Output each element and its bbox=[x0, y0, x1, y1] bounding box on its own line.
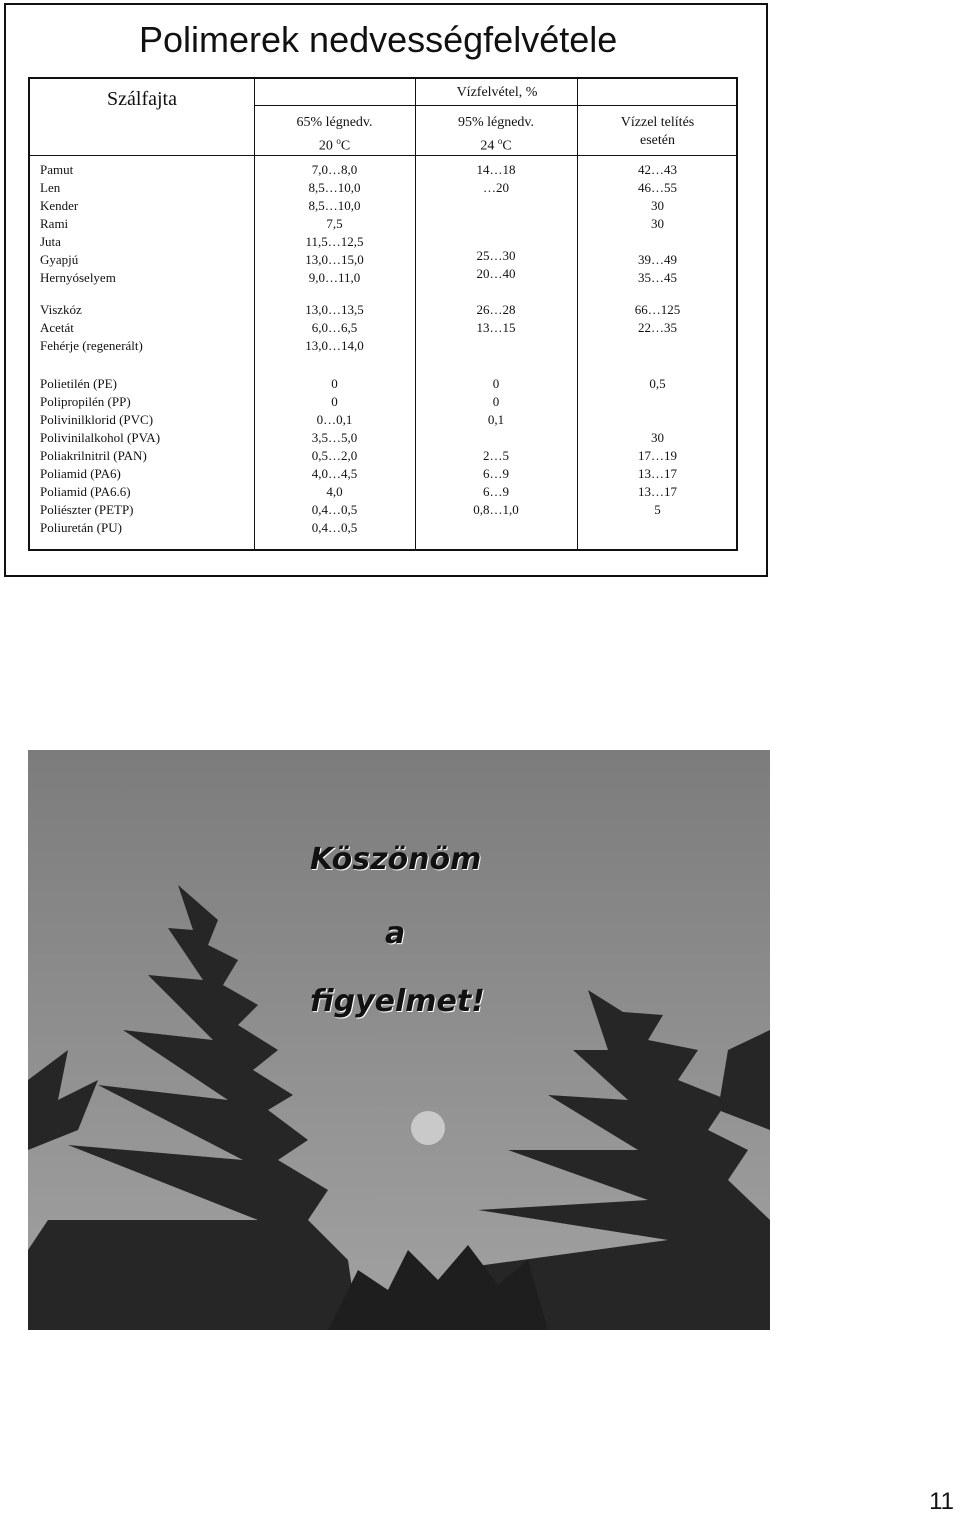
group-synthetic-col3 bbox=[577, 375, 738, 537]
table-cell: 7,0…8,0 bbox=[311, 162, 358, 177]
group-natural-col2 bbox=[415, 161, 577, 287]
header-water-uptake: Vízfelvétel, % bbox=[456, 85, 538, 100]
table-cell: Poliamid (PA6.6) bbox=[40, 484, 131, 499]
table-cell: Polivinilalkohol (PVA) bbox=[40, 430, 161, 445]
table-cell: 2…5 bbox=[483, 448, 509, 463]
table-cell: Poliamid (PA6) bbox=[40, 466, 121, 481]
table-cell: 39…49 bbox=[638, 252, 677, 267]
table-cell: Len bbox=[40, 180, 61, 195]
header-col1-line2: 20 $^o$C bbox=[318, 136, 351, 154]
table-cell: 3,5…5,0 bbox=[311, 430, 358, 445]
table-cell: 0,8…1,0 bbox=[473, 502, 519, 517]
table-cell: 0,1 bbox=[487, 412, 505, 427]
table-cell: 4,0 bbox=[326, 484, 343, 499]
table-cell: 6,0…6,5 bbox=[311, 320, 358, 335]
table-cell: 30 bbox=[651, 216, 664, 231]
table-cell: 0,4…0,5 bbox=[311, 520, 358, 535]
table-cell: 13…17 bbox=[638, 484, 677, 499]
table-cell: Juta bbox=[40, 234, 61, 249]
table-cell: 13…17 bbox=[638, 466, 677, 481]
table-cell: 0 bbox=[331, 376, 338, 391]
moisture-table bbox=[28, 77, 738, 551]
table-cell: 0,4…0,5 bbox=[311, 502, 358, 517]
table-cell bbox=[415, 429, 577, 447]
header-col3-line2: esetén bbox=[640, 133, 675, 148]
table-cell: 14…18 bbox=[476, 162, 516, 177]
table-cell: 11,5…12,5 bbox=[305, 234, 364, 249]
table-cell: 13,0…14,0 bbox=[305, 338, 364, 353]
table-cell: 7,5 bbox=[326, 216, 343, 231]
table-cell: Polipropilén (PP) bbox=[40, 394, 131, 409]
moon-icon bbox=[411, 1111, 445, 1145]
pine-trees-photo bbox=[28, 750, 770, 1330]
group-natural-col3 bbox=[577, 161, 738, 287]
table-cell: 17…19 bbox=[638, 448, 677, 463]
group-regenerated-col2 bbox=[415, 301, 577, 355]
table-cell: Gyapjú bbox=[40, 252, 79, 267]
table-cell: Viszkóz bbox=[40, 302, 82, 317]
table-cell: 0 bbox=[492, 376, 500, 391]
table-cell: 0 bbox=[331, 394, 338, 409]
table-cell: Poliakrilnitril (PAN) bbox=[40, 448, 147, 463]
table-divider bbox=[254, 105, 736, 106]
thanks-line-2: a bbox=[385, 916, 406, 951]
group-synthetic-names bbox=[40, 375, 160, 537]
header-col2-line1: 95% légnedv. bbox=[457, 115, 535, 130]
table-cell: 22…35 bbox=[638, 320, 677, 335]
table-cell: 6…9 bbox=[483, 484, 509, 499]
table-cell bbox=[577, 411, 738, 429]
group-synthetic-col1 bbox=[254, 375, 415, 537]
table-cell: 5 bbox=[654, 502, 661, 517]
table-cell: …20 bbox=[483, 180, 509, 195]
table-cell: 0 bbox=[492, 394, 500, 409]
header-col3 bbox=[577, 114, 738, 150]
thanks-line-3: figyelmet! bbox=[310, 984, 485, 1019]
table-cell: 9,0…11,0 bbox=[308, 270, 361, 285]
table-cell bbox=[577, 393, 738, 411]
table-cell: 46…55 bbox=[638, 180, 677, 195]
table-cell: 13,0…15,0 bbox=[305, 252, 364, 267]
thanks-line-1: Köszönöm bbox=[310, 842, 482, 877]
header-col1 bbox=[254, 114, 415, 156]
header-fiber: Szálfajta bbox=[107, 88, 177, 110]
table-cell: 6…9 bbox=[483, 466, 509, 481]
table-cell: Pamut bbox=[40, 162, 74, 177]
table-cell: Hernyóselyem bbox=[40, 270, 116, 285]
table-cell: 66…125 bbox=[634, 302, 681, 317]
group-regenerated-col3 bbox=[577, 301, 738, 355]
table-cell bbox=[415, 215, 577, 233]
slide-moisture-table bbox=[4, 3, 768, 577]
table-cell bbox=[577, 233, 738, 251]
header-col2 bbox=[415, 114, 577, 156]
table-cell: Rami bbox=[40, 216, 69, 231]
slide-title: Polimerek nedvességfelvétele bbox=[139, 19, 618, 60]
table-cell bbox=[415, 519, 577, 537]
table-cell: 0,5…2,0 bbox=[311, 448, 358, 463]
table-cell bbox=[577, 337, 738, 355]
table-cell: 30 bbox=[651, 198, 664, 213]
group-synthetic-col2 bbox=[415, 375, 577, 537]
table-cell: 42…43 bbox=[638, 162, 677, 177]
table-cell: Acetát bbox=[40, 320, 74, 335]
table-cell: 35…45 bbox=[638, 270, 677, 285]
page-number: 11 bbox=[929, 1488, 954, 1515]
table-cell: Kender bbox=[40, 198, 79, 213]
table-cell: 20…40 bbox=[476, 266, 516, 281]
table-cell: 8,5…10,0 bbox=[308, 198, 361, 213]
group-regenerated-col1 bbox=[254, 301, 415, 355]
table-cell: Polietilén (PE) bbox=[40, 376, 117, 391]
table-cell: Poliészter (PETP) bbox=[40, 502, 134, 517]
header-col1-line1: 65% légnedv. bbox=[296, 115, 373, 130]
table-cell: 26…28 bbox=[476, 302, 516, 317]
table-cell bbox=[415, 197, 577, 215]
slide-thank-you-photo bbox=[28, 750, 770, 1330]
table-cell: 0…0,1 bbox=[316, 412, 353, 427]
table-cell: 30 bbox=[651, 430, 664, 445]
table-cell: Poliuretán (PU) bbox=[40, 520, 122, 535]
table-cell: 25…30 bbox=[476, 248, 516, 263]
table-cell: 8,5…10,0 bbox=[308, 180, 361, 195]
table-cell: 13,0…13,5 bbox=[305, 302, 364, 317]
table-cell bbox=[415, 337, 577, 355]
group-natural-names bbox=[40, 161, 116, 287]
header-col3-line1: Vízzel telítés bbox=[620, 115, 695, 130]
group-natural-col1 bbox=[254, 161, 415, 287]
group-regenerated-names bbox=[40, 301, 143, 355]
table-cell: 13…15 bbox=[476, 320, 516, 335]
table-cell: 4,0…4,5 bbox=[311, 466, 358, 481]
header-col2-line2: 24 $^o$C bbox=[480, 136, 512, 154]
table-cell: 0,5 bbox=[649, 376, 666, 391]
table-cell: Polivinilklorid (PVC) bbox=[40, 412, 154, 427]
table-cell bbox=[577, 519, 738, 537]
table-cell: Fehérje (regenerált) bbox=[40, 338, 143, 353]
